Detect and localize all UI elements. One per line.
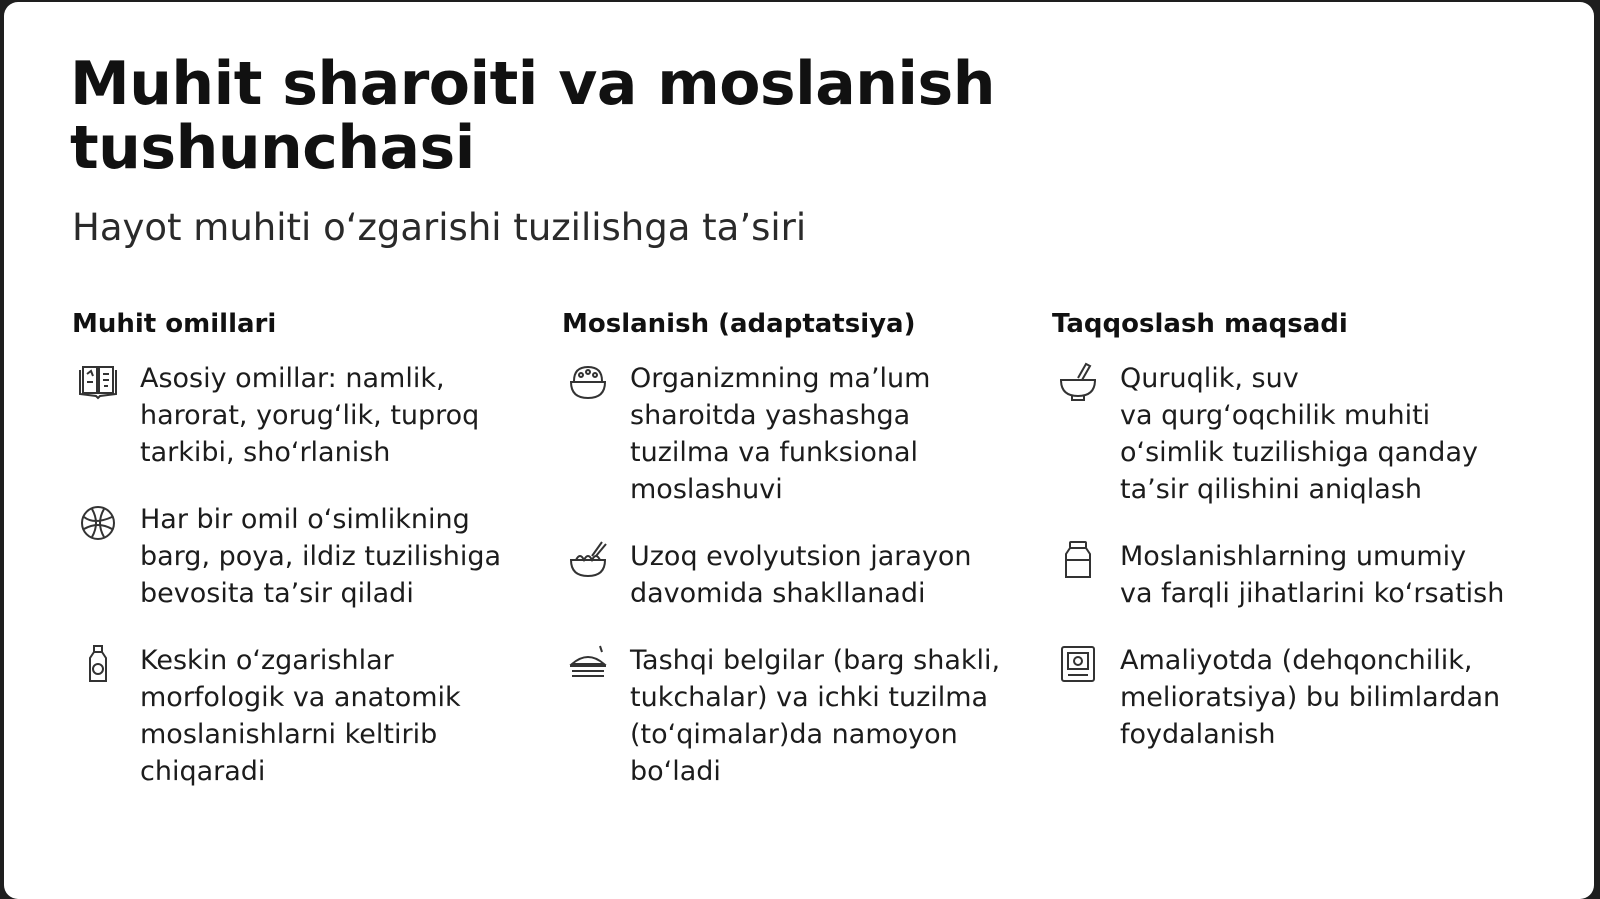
globe-icon [76, 503, 120, 543]
slide-subtitle: Hayot muhiti o‘zgarishi tuzilishga ta’siri [72, 206, 807, 249]
bottle-icon [76, 644, 120, 684]
item-text: Keskin o‘zgarishlar morfologik va anatomik moslanishlarni keltirib chiqaradi [140, 645, 461, 787]
food-tray-icon [566, 644, 610, 684]
column-moslanish [562, 308, 1032, 820]
slide-title: Muhit sharoiti va moslanish tushunchasi [70, 49, 995, 183]
list-item [1052, 360, 1522, 508]
item-text: Amaliyotda (dehqonchilik, melioratsiya) bu bilimlardan foydalanish [1120, 645, 1501, 750]
list-item [72, 642, 542, 790]
item-text: Tashqi belgilar (barg shakli, tukchalar) va ichki tuzilma (to‘qimalar)da namoyon bo‘ladi [630, 645, 1001, 787]
package-icon [1056, 644, 1100, 684]
item-text: Har bir omil o‘simlikning barg, poya, ildiz tuzilishiga bevosita ta’sir qiladi [140, 504, 502, 609]
item-text: Organizmning ma’lum sharoitda yashashga tuzilma va funksional moslashuvi [630, 363, 931, 505]
column-heading: Muhit omillari [72, 309, 277, 339]
item-text: Moslanishlarning umumiy va farqli jihatlarini ko‘rsatish [1120, 541, 1505, 609]
bowl-icon [566, 362, 610, 402]
list-item [562, 360, 1032, 508]
column-heading: Moslanish (adaptatsiya) [562, 309, 916, 339]
column-heading: Taqqoslash maqsadi [1052, 309, 1348, 339]
list-item [562, 642, 1032, 790]
slide [4, 2, 1594, 899]
noodle-bowl-icon [566, 540, 610, 580]
column-taqqoslash [1052, 308, 1522, 783]
jar-icon [1056, 540, 1100, 580]
list-item [1052, 642, 1522, 753]
column-muhit-omillari [72, 308, 542, 820]
item-text: Uzoq evolyutsion jarayon davomida shakllanadi [630, 541, 972, 609]
item-text: Asosiy omillar: namlik, harorat, yorug‘lik, tuproq tarkibi, sho‘rlanish [140, 363, 480, 468]
list-item [1052, 538, 1522, 612]
list-item [72, 360, 542, 471]
item-text: Quruqlik, suv va qurg‘oqchilik muhiti o‘simlik tuzilishiga qanday ta’sir qilishini aniqlash [1120, 363, 1478, 505]
open-book-icon [76, 362, 120, 402]
list-item [72, 501, 542, 612]
mortar-pestle-icon [1056, 362, 1100, 402]
list-item [562, 538, 1032, 612]
